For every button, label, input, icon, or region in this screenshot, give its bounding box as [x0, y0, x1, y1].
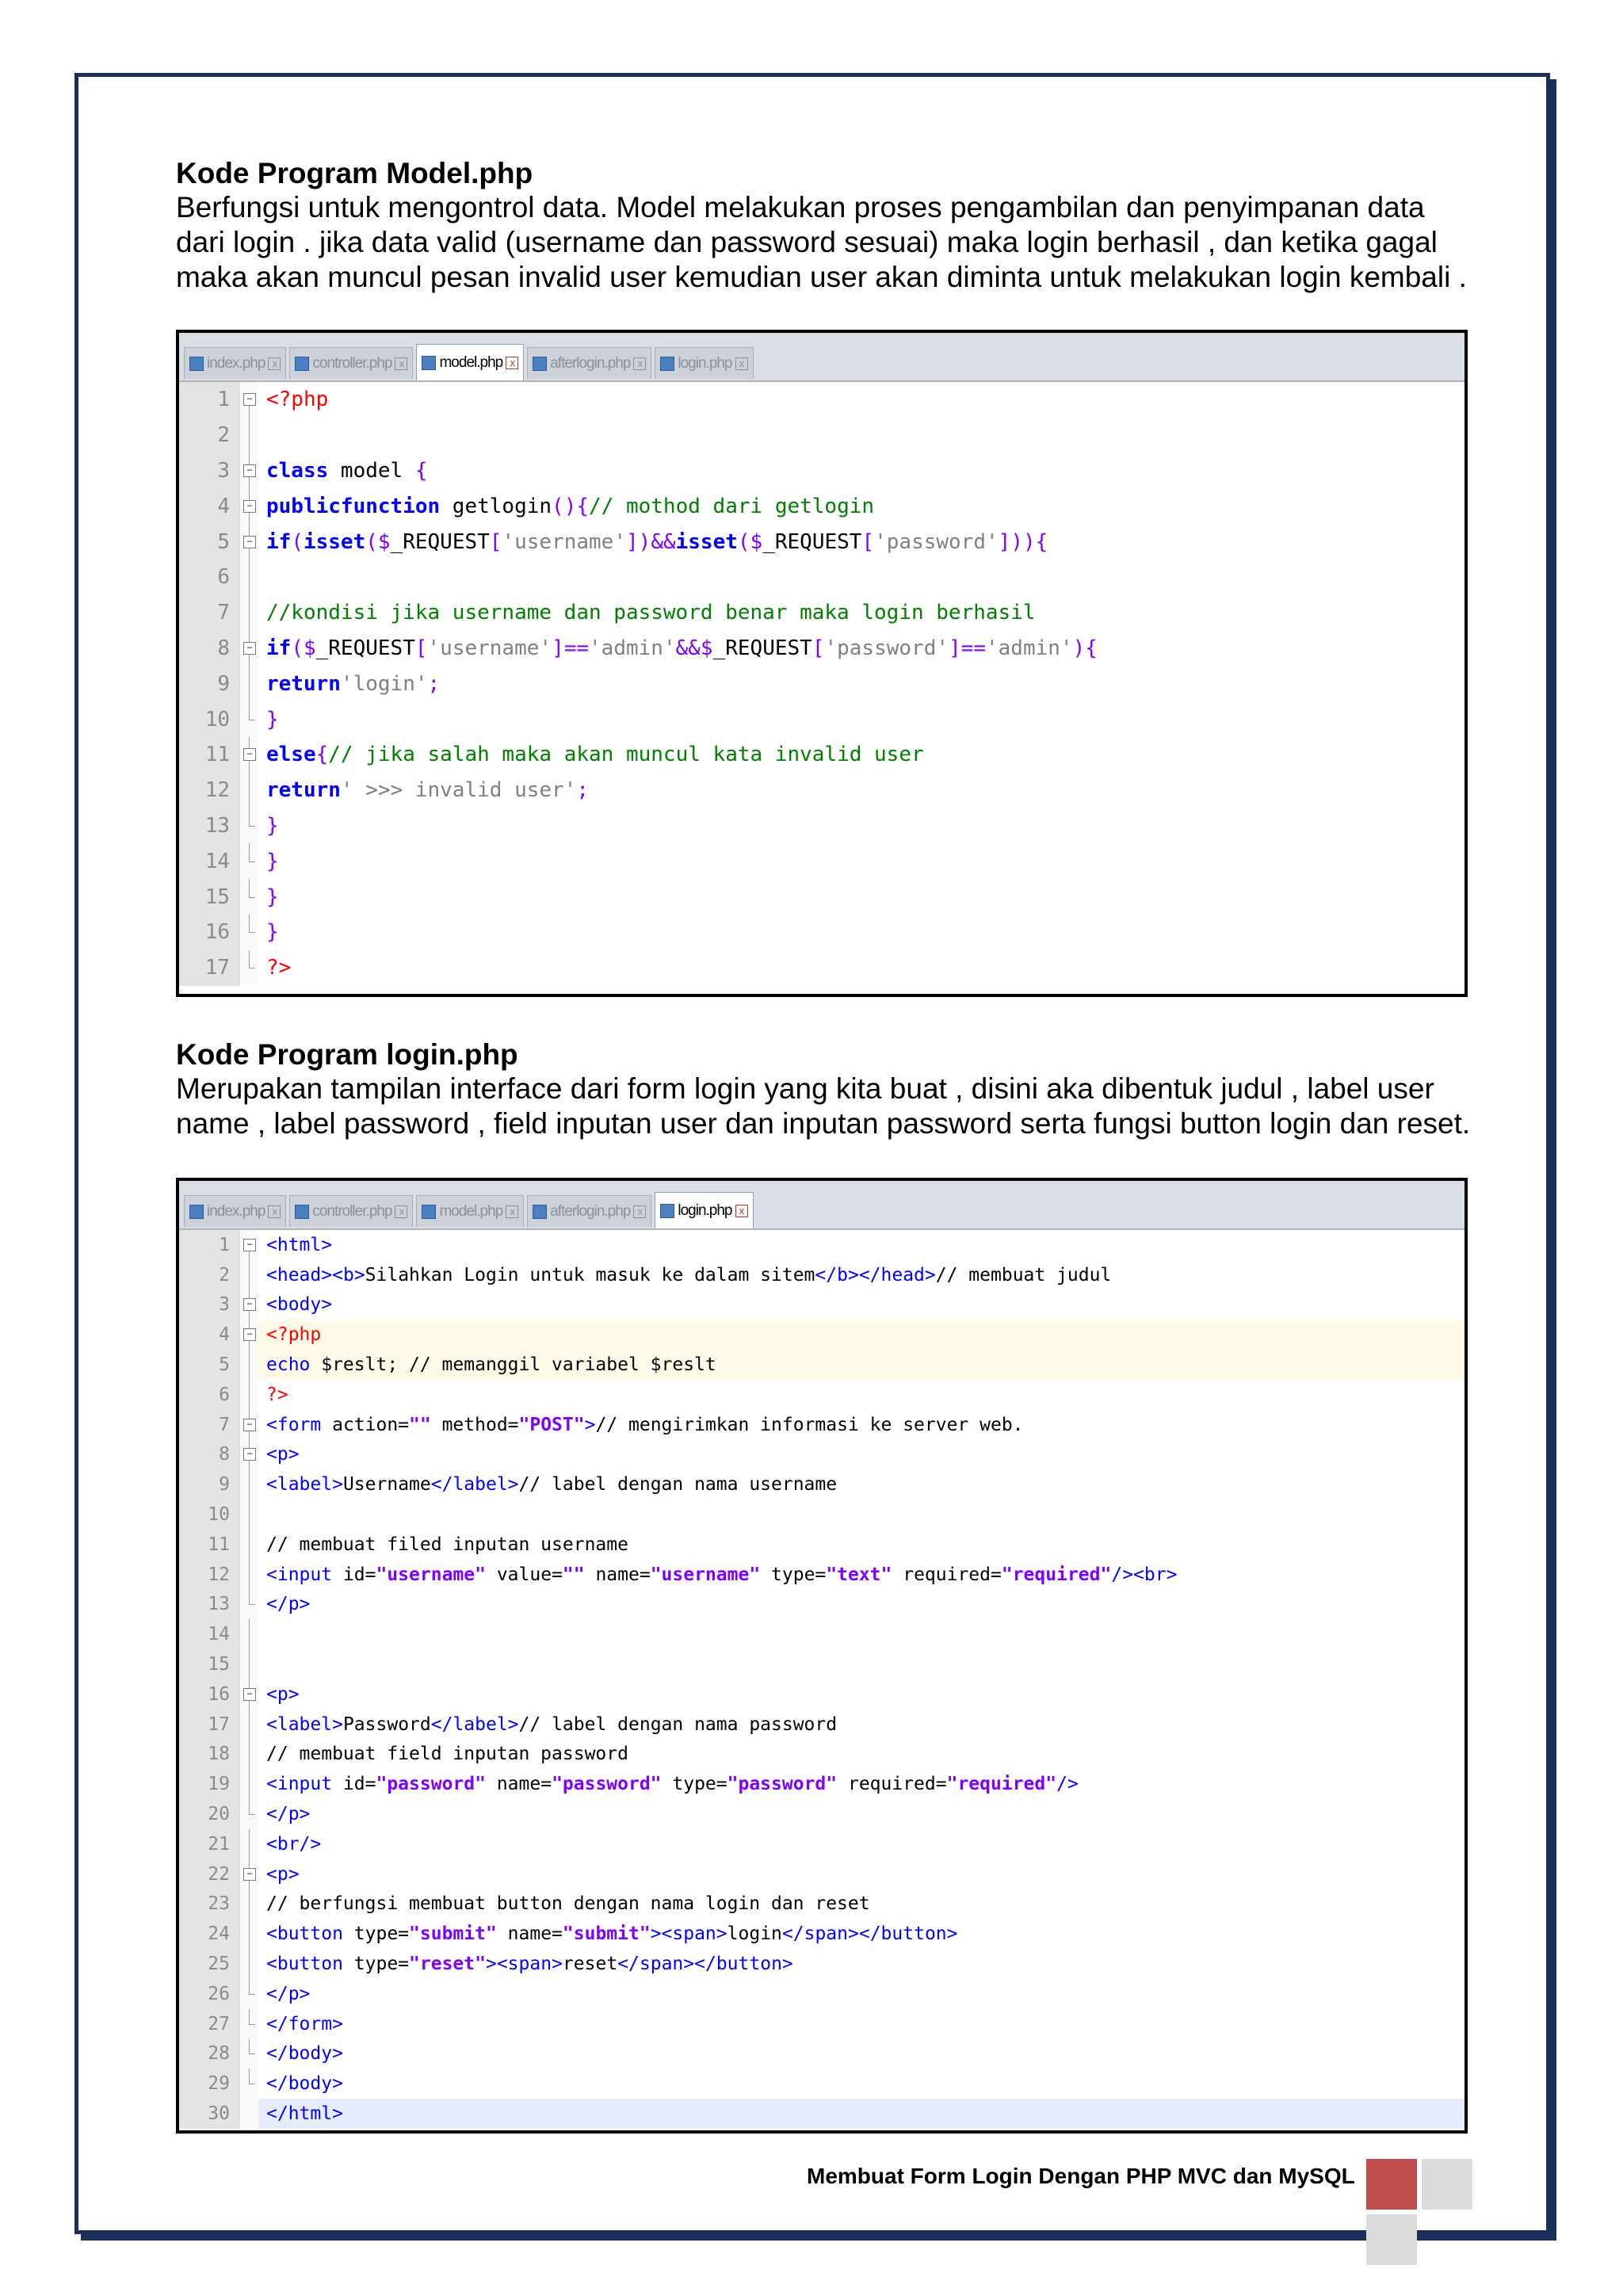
- fold-guide: [239, 1260, 258, 1290]
- line-number: 14: [179, 843, 239, 879]
- file-icon: [189, 1205, 204, 1219]
- code-text: <?php: [258, 1320, 1465, 1350]
- code-line[interactable]: [179, 1350, 1465, 1380]
- line-number: 22: [179, 1859, 239, 1889]
- code-text: }: [258, 915, 1465, 950]
- line-number: 16: [179, 915, 239, 950]
- code-area[interactable]: [179, 382, 1465, 986]
- code-line[interactable]: [179, 1230, 1465, 1260]
- code-line[interactable]: [179, 1560, 1465, 1590]
- line-number: 13: [179, 1590, 239, 1620]
- code-line[interactable]: [179, 773, 1465, 808]
- code-text: // membuat filed inputan username: [258, 1530, 1465, 1560]
- code-text: <form action= "" method= "POST" > // mengirimkan informasi ke server web.: [258, 1410, 1465, 1440]
- code-editor-model: [176, 330, 1468, 997]
- fold-guide: [239, 1499, 258, 1530]
- tab-index-php[interactable]: index.php x: [184, 1195, 286, 1227]
- fold-guide: [239, 1530, 258, 1560]
- fold-toggle-icon[interactable]: [239, 1320, 258, 1350]
- fold-toggle-icon[interactable]: [239, 1859, 258, 1889]
- line-number: 1: [179, 1230, 239, 1260]
- code-line[interactable]: [179, 701, 1465, 737]
- code-line[interactable]: [179, 418, 1465, 453]
- code-text: <br />: [258, 1829, 1465, 1859]
- line-number: 7: [179, 595, 239, 631]
- code-text: <p >: [258, 1679, 1465, 1710]
- code-line[interactable]: [179, 915, 1465, 950]
- line-number: 17: [179, 1710, 239, 1740]
- tab-login-php[interactable]: login.php x: [655, 347, 753, 379]
- fold-guide: [239, 1469, 258, 1499]
- line-number: 17: [179, 950, 239, 986]
- fold-guide: [239, 950, 258, 986]
- fold-guide: [239, 843, 258, 879]
- code-line[interactable]: [179, 1590, 1465, 1620]
- fold-guide: [239, 1649, 258, 1679]
- code-line[interactable]: [179, 666, 1465, 701]
- fold-guide: [239, 1560, 258, 1590]
- line-number: 28: [179, 2039, 239, 2069]
- line-number: 6: [179, 1380, 239, 1410]
- line-number: 3: [179, 1290, 239, 1320]
- close-icon[interactable]: x: [633, 1205, 646, 1218]
- fold-guide: [239, 773, 258, 808]
- tab-model-php[interactable]: model.php x: [416, 344, 524, 380]
- line-number: 25: [179, 1949, 239, 1979]
- code-text: </html >: [258, 2099, 1465, 2129]
- code-text: // membuat field inputan password: [258, 1740, 1465, 1770]
- fold-toggle-icon[interactable]: [239, 631, 258, 667]
- code-line[interactable]: [179, 1769, 1465, 1799]
- file-icon: [533, 357, 547, 371]
- code-area[interactable]: [179, 1230, 1465, 2129]
- code-line[interactable]: [179, 879, 1465, 915]
- code-text: </p >: [258, 1979, 1465, 2009]
- code-line[interactable]: [179, 524, 1465, 560]
- fold-guide: [239, 1979, 258, 2009]
- code-text: <button type= "reset" > <span > reset </span > </button >: [258, 1949, 1465, 1979]
- code-text: </body >: [258, 2069, 1465, 2099]
- footer-title: Membuat Form Login Dengan PHP MVC dan MySQL: [807, 2164, 1355, 2188]
- line-number: 11: [179, 1530, 239, 1560]
- line-number: 6: [179, 560, 239, 595]
- code-line[interactable]: [179, 1679, 1465, 1710]
- code-line[interactable]: [179, 382, 1465, 418]
- file-icon: [189, 357, 204, 371]
- code-line[interactable]: [179, 1889, 1465, 1920]
- fold-guide: [239, 808, 258, 844]
- code-line[interactable]: [179, 1499, 1465, 1530]
- section-desc-model: Berfungsi untuk mengontrol data. Model melakukan proses pengambilan dan penyimpanan data dari login . jika data valid (username dan password sesuai) maka login berhasil , dan ketika gagal maka akan muncul pesan invalid user kemudian user akan diminta untuk melakukan login kembali .: [176, 191, 1467, 293]
- fold-guide: [239, 1590, 258, 1620]
- line-number: 3: [179, 453, 239, 489]
- line-number: 10: [179, 701, 239, 737]
- line-number: 12: [179, 773, 239, 808]
- code-text: [258, 1499, 1465, 1530]
- code-line[interactable]: [179, 1619, 1465, 1649]
- code-text: //kondisi jika username dan password benar maka login berhasil: [258, 595, 1465, 631]
- code-text: <html >: [258, 1230, 1465, 1260]
- code-text: }: [258, 701, 1465, 737]
- code-text: </p >: [258, 1590, 1465, 1620]
- line-number: 2: [179, 1260, 239, 1290]
- line-number: 11: [179, 737, 239, 773]
- fold-guide: [239, 1769, 258, 1799]
- fold-guide: [239, 1710, 258, 1740]
- file-icon: [295, 1205, 309, 1219]
- code-line[interactable]: [179, 1380, 1465, 1410]
- close-icon[interactable]: x: [506, 1205, 518, 1218]
- section-desc-login: Merupakan tampilan interface dari form login yang kita buat , disini aka dibentuk judul , label user name , label password , field inputan user dan inputan password serta fungsi button login dan reset.: [176, 1072, 1471, 1140]
- code-line[interactable]: [179, 1710, 1465, 1740]
- line-number: 4: [179, 1320, 239, 1350]
- line-number: 30: [179, 2099, 239, 2129]
- code-text: </form >: [258, 2009, 1465, 2039]
- code-text: <p >: [258, 1859, 1465, 1889]
- code-line[interactable]: [179, 453, 1465, 489]
- code-line[interactable]: [179, 1320, 1465, 1350]
- code-text: // berfungsi membuat button dengan nama login dan reset: [258, 1889, 1465, 1920]
- code-line[interactable]: [179, 1290, 1465, 1320]
- fold-guide: [239, 418, 258, 453]
- tab-afterlogin-php[interactable]: afterlogin.php x: [527, 347, 651, 379]
- line-number: 4: [179, 488, 239, 524]
- code-text: [258, 418, 1465, 453]
- decorative-square: [1422, 2159, 1472, 2210]
- file-icon: [660, 357, 674, 371]
- fold-guide: [239, 1619, 258, 1649]
- code-line[interactable]: [179, 1979, 1465, 2009]
- decorative-square: [1366, 2159, 1417, 2210]
- code-line[interactable]: [179, 2039, 1465, 2069]
- editor-tabbar: [179, 1181, 1465, 1230]
- line-number: 27: [179, 2009, 239, 2039]
- line-number: 21: [179, 1829, 239, 1859]
- fold-guide: [239, 1919, 258, 1949]
- fold-guide: [239, 1380, 258, 1410]
- code-line[interactable]: [179, 1829, 1465, 1859]
- code-text: [258, 1649, 1465, 1679]
- line-number: 15: [179, 1649, 239, 1679]
- code-text: </body >: [258, 2039, 1465, 2069]
- code-text: [258, 560, 1465, 595]
- code-text: <label > Username </label > // label dengan nama username: [258, 1469, 1465, 1499]
- fold-guide: [239, 1829, 258, 1859]
- fold-guide: [239, 560, 258, 595]
- close-icon[interactable]: x: [735, 1205, 748, 1217]
- code-line[interactable]: [179, 1949, 1465, 1979]
- code-line[interactable]: [179, 843, 1465, 879]
- close-icon[interactable]: x: [633, 357, 646, 370]
- code-line[interactable]: [179, 1440, 1465, 1470]
- fold-guide: [239, 915, 258, 950]
- code-line[interactable]: [179, 808, 1465, 844]
- code-line[interactable]: [179, 1859, 1465, 1889]
- fold-guide: [239, 666, 258, 701]
- line-number: 20: [179, 1799, 239, 1829]
- code-text: </p >: [258, 1799, 1465, 1829]
- close-icon[interactable]: x: [268, 357, 281, 370]
- line-number: 12: [179, 1560, 239, 1590]
- tab-controller-php[interactable]: controller.php x: [289, 1195, 413, 1227]
- code-text: }: [258, 879, 1465, 915]
- code-line[interactable]: [179, 1469, 1465, 1499]
- line-number: 13: [179, 808, 239, 844]
- line-number: 24: [179, 1919, 239, 1949]
- code-line[interactable]: [179, 950, 1465, 986]
- line-number: 9: [179, 666, 239, 701]
- line-number: 10: [179, 1499, 239, 1530]
- fold-toggle-icon[interactable]: [239, 453, 258, 489]
- code-line[interactable]: [179, 1410, 1465, 1440]
- fold-guide: [239, 1889, 258, 1920]
- code-line[interactable]: [179, 1799, 1465, 1829]
- fold-guide: [239, 1740, 258, 1770]
- line-number: 8: [179, 631, 239, 667]
- file-icon: [533, 1205, 547, 1219]
- fold-guide: [239, 879, 258, 915]
- code-text: if ( $ _REQUEST [ 'username' ] = = 'admin' & & $ _REQUEST [ 'password' ] = = 'admin' ) {: [258, 631, 1465, 667]
- code-text: if ( isset ( $ _REQUEST [ 'username' ] ) & & isset ( $ _REQUEST [ 'password' ] ) ) {: [258, 524, 1465, 560]
- fold-guide: [239, 2009, 258, 2039]
- code-text: class model {: [258, 453, 1465, 489]
- tab-afterlogin-php[interactable]: afterlogin.php x: [527, 1195, 651, 1227]
- code-text: <head > <b > Silahkan Login untuk masuk ke dalam sitem </b > </head > // membuat judul: [258, 1260, 1465, 1290]
- tab-index-php[interactable]: index.php x: [184, 347, 286, 379]
- line-number: 7: [179, 1410, 239, 1440]
- fold-toggle-icon[interactable]: [239, 737, 258, 773]
- line-number: 16: [179, 1679, 239, 1710]
- fold-guide: [239, 701, 258, 737]
- code-line[interactable]: [179, 595, 1465, 631]
- fold-toggle-icon[interactable]: [239, 1290, 258, 1320]
- close-icon[interactable]: x: [506, 357, 518, 369]
- code-line[interactable]: [179, 1260, 1465, 1290]
- code-text: echo $reslt; // memanggil variabel $reslt: [258, 1350, 1465, 1380]
- code-text: <?php: [258, 382, 1465, 418]
- code-line[interactable]: [179, 560, 1465, 595]
- code-editor-login: [176, 1178, 1468, 2134]
- fold-toggle-icon[interactable]: [239, 488, 258, 524]
- line-number: 1: [179, 382, 239, 418]
- code-text: <button type= "submit" name= "submit" > <span > login </span > </button >: [258, 1919, 1465, 1949]
- code-text: }: [258, 808, 1465, 844]
- code-line[interactable]: [179, 737, 1465, 773]
- editor-tabbar: [179, 333, 1465, 382]
- code-text: }: [258, 843, 1465, 879]
- code-text: <input id= "password" name= "password" type= "password" required= "required" />: [258, 1769, 1465, 1799]
- line-number: 8: [179, 1440, 239, 1470]
- line-number: 5: [179, 524, 239, 560]
- fold-guide: [239, 2069, 258, 2099]
- code-text: <label > Password </label > // label dengan nama password: [258, 1710, 1465, 1740]
- close-icon[interactable]: x: [395, 1205, 407, 1218]
- close-icon[interactable]: x: [395, 357, 407, 370]
- code-line[interactable]: [179, 488, 1465, 524]
- code-line[interactable]: [179, 1649, 1465, 1679]
- close-icon[interactable]: x: [735, 357, 748, 370]
- file-icon: [660, 1204, 674, 1218]
- line-number: 14: [179, 1619, 239, 1649]
- fold-guide: [239, 1799, 258, 1829]
- fold-toggle-icon[interactable]: [239, 1410, 258, 1440]
- line-number: 29: [179, 2069, 239, 2099]
- code-line[interactable]: [179, 2099, 1465, 2129]
- code-text: <p >: [258, 1440, 1465, 1470]
- code-line[interactable]: [179, 631, 1465, 667]
- code-text: else { // jika salah maka akan muncul kata invalid user: [258, 737, 1465, 773]
- code-text: [258, 1619, 1465, 1649]
- line-number: 26: [179, 1979, 239, 2009]
- fold-guide: [239, 1350, 258, 1380]
- close-icon[interactable]: x: [268, 1205, 281, 1218]
- fold-guide: [239, 595, 258, 631]
- code-line[interactable]: [179, 1919, 1465, 1949]
- code-text: return ' >>> invalid user' ;: [258, 773, 1465, 808]
- fold-guide: [239, 2039, 258, 2069]
- line-number: 2: [179, 418, 239, 453]
- decorative-square: [1366, 2214, 1417, 2265]
- code-line[interactable]: [179, 1740, 1465, 1770]
- code-line[interactable]: [179, 2009, 1465, 2039]
- tab-controller-php[interactable]: controller.php x: [289, 347, 413, 379]
- fold-guide: [239, 1949, 258, 1979]
- tab-login-php[interactable]: login.php x: [655, 1192, 753, 1228]
- fold-toggle-icon[interactable]: [239, 524, 258, 560]
- line-number: 19: [179, 1769, 239, 1799]
- code-text: <input id= "username" value= "" name= "username" type= "text" required= "required" /> <br >: [258, 1560, 1465, 1590]
- code-line[interactable]: [179, 2069, 1465, 2099]
- line-number: 15: [179, 879, 239, 915]
- line-number: 5: [179, 1350, 239, 1380]
- line-number: 23: [179, 1889, 239, 1920]
- code-text: ?>: [258, 950, 1465, 986]
- fold-toggle-icon[interactable]: [239, 1679, 258, 1710]
- code-text: public function getlogin ( ) { // mothod dari getlogin: [258, 488, 1465, 524]
- tab-model-php[interactable]: model.php x: [416, 1195, 524, 1227]
- file-icon: [422, 1205, 436, 1219]
- fold-guide: [239, 2099, 258, 2129]
- section-title-model: Kode Program Model.php: [176, 157, 533, 189]
- code-text: return 'login' ;: [258, 666, 1465, 701]
- code-text: <body >: [258, 1290, 1465, 1320]
- section-title-login: Kode Program login.php: [176, 1038, 518, 1071]
- code-text: ?>: [258, 1380, 1465, 1410]
- fold-toggle-icon[interactable]: [239, 1440, 258, 1470]
- line-number: 9: [179, 1469, 239, 1499]
- fold-toggle-icon[interactable]: [239, 382, 258, 418]
- line-number: 18: [179, 1740, 239, 1770]
- fold-toggle-icon[interactable]: [239, 1230, 258, 1260]
- code-line[interactable]: [179, 1530, 1465, 1560]
- file-icon: [295, 357, 309, 371]
- file-icon: [422, 356, 436, 370]
